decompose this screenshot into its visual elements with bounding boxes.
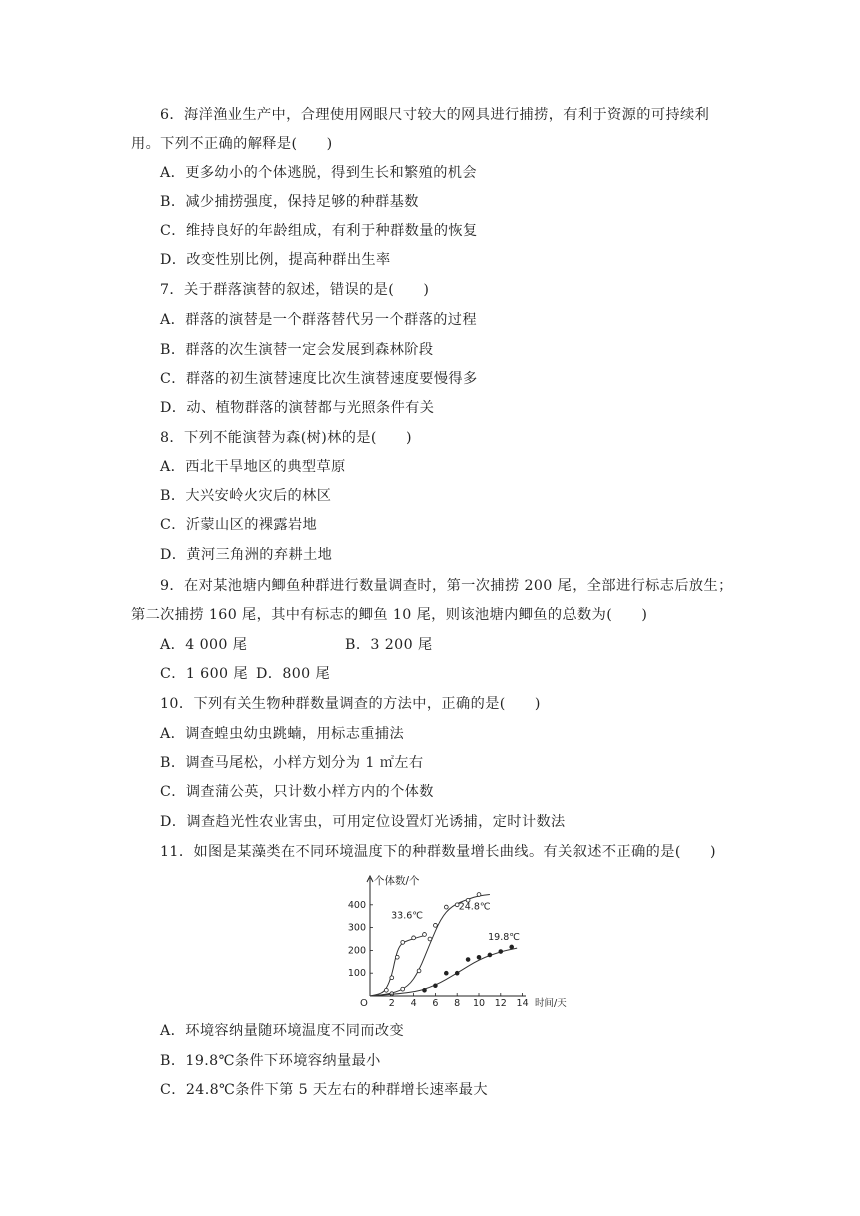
x-tick-label: 6 [432,998,439,1009]
q10-option-b: B．调查马尾松，小样方划分为 1 ㎡左右 [160,755,424,771]
q6-option-a: A．更多幼小的个体逃脱，得到生长和繁殖的机会 [160,165,477,181]
x-tick-label: 4 [410,998,417,1009]
data-point [444,971,448,975]
data-point [423,988,427,992]
x-tick-label: 14 [516,998,529,1009]
q9-option-a: A．4 000 尾 [160,637,248,653]
x-tick-label: 10 [472,998,486,1009]
q11-stem: 11．如图是某藻类在不同环境温度下的种群数量增长曲线。有关叙述不正确的是( ) [160,844,716,860]
q7-option-c: C．群落的初生演替速度比次生演替速度要慢得多 [160,371,478,387]
data-point [401,987,405,991]
data-point [395,955,399,959]
origin-label: O [360,998,368,1009]
q9-stem-line2: 第二次捕捞 160 尾，其中有标志的鲫鱼 10 尾，则该池塘内鲫鱼的总数为( ) [131,607,648,623]
data-point [434,923,438,927]
y-tick-label: 300 [347,922,366,934]
q11-option-b: B．19.8℃条件下环境容纳量最小 [160,1053,381,1069]
q9-stem-line1: 9．在对某池塘内鲫鱼种群进行数量调查时，第一次捕捞 200 尾，全部进行标志后放生； [160,578,733,594]
q9-option-d: D．800 尾 [255,666,331,682]
q7-option-d: D．动、植物群落的演替都与光照条件有关 [160,400,435,416]
x-tick-label: 8 [454,998,461,1009]
data-point [412,936,416,940]
data-point [477,893,481,897]
q7-stem: 7．关于群落演替的叙述，错误的是( ) [160,282,430,298]
data-point [488,953,492,957]
series-label: 19.8℃ [488,932,520,944]
x-tick-label: 2 [388,998,395,1009]
q8-option-a: A．西北干旱地区的典型草原 [160,459,346,475]
q10-option-d: D．调查趋光性农业害虫，可用定位设置灯光诱捕，定时计数法 [160,814,566,830]
q6-option-d: D．改变性别比例，提高种群出生率 [160,252,391,268]
q6-stem-line2: 用。下列不正确的解释是( ) [131,136,333,152]
data-point [510,945,514,949]
x-tick-label: 12 [494,998,507,1009]
data-point [444,905,448,909]
q7-option-b: B．群落的次生演替一定会发展到森林阶段 [160,342,434,358]
q9-options-row2 [160,664,330,684]
series-label: 33.6℃ [391,910,423,922]
data-point [434,984,438,988]
q10-option-c: C．调查蒲公英，只计数小样方内的个体数 [160,784,434,800]
q6-option-c: C．维持良好的年龄组成，有利于种群数量的恢复 [160,223,478,239]
q6-option-b: B．减少捕捞强度，保持足够的种群基数 [160,194,419,210]
q8-option-b: B．大兴安岭火灾后的林区 [160,488,332,504]
data-point [477,955,481,959]
data-point [417,969,421,973]
data-point [423,933,427,937]
q7-option-a: A．群落的演替是一个群落替代另一个群落的过程 [160,312,477,328]
q8-option-d: D．黄河三角洲的弃耕土地 [160,547,333,563]
population-growth-chart [330,870,590,1010]
q11-option-a: A．环境容纳量随环境温度不同而改变 [160,1023,405,1039]
q10-stem: 10．下列有关生物种群数量调查的方法中，正确的是( ) [160,696,541,712]
y-tick-label: 100 [347,968,366,980]
q8-stem: 8．下列不能演替为森(树)林的是( ) [160,430,412,446]
q6-stem-line1: 6．海洋渔业生产中，合理使用网眼尺寸较大的网具进行捕捞，有利于资源的可持续利 [160,107,710,123]
x-axis-label: 时间/天 [535,998,567,1009]
q10-option-a: A．调查蝗虫幼虫跳蝻，用标志重捕法 [160,726,405,742]
q9-options-row1 [160,635,433,655]
y-tick-label: 200 [347,945,366,957]
y-tick-label: 400 [347,899,366,911]
q11-option-c: C．24.8℃条件下第 5 天左右的种群增长速率最大 [160,1082,488,1098]
data-point [390,976,394,980]
series-label: 24.8℃ [458,901,491,913]
data-point [466,958,470,962]
data-point [455,971,459,975]
data-point [499,950,503,954]
q9-option-c: C．1 600 尾 [160,666,248,682]
q8-option-c: C．沂蒙山区的裸露岩地 [160,517,318,533]
data-point [401,941,405,945]
y-axis-label: 个体数/个 [374,875,420,887]
series-curve-0 [370,936,425,996]
q9-option-b: B．3 200 尾 [345,637,433,653]
data-point [384,988,388,992]
data-point [428,937,432,941]
